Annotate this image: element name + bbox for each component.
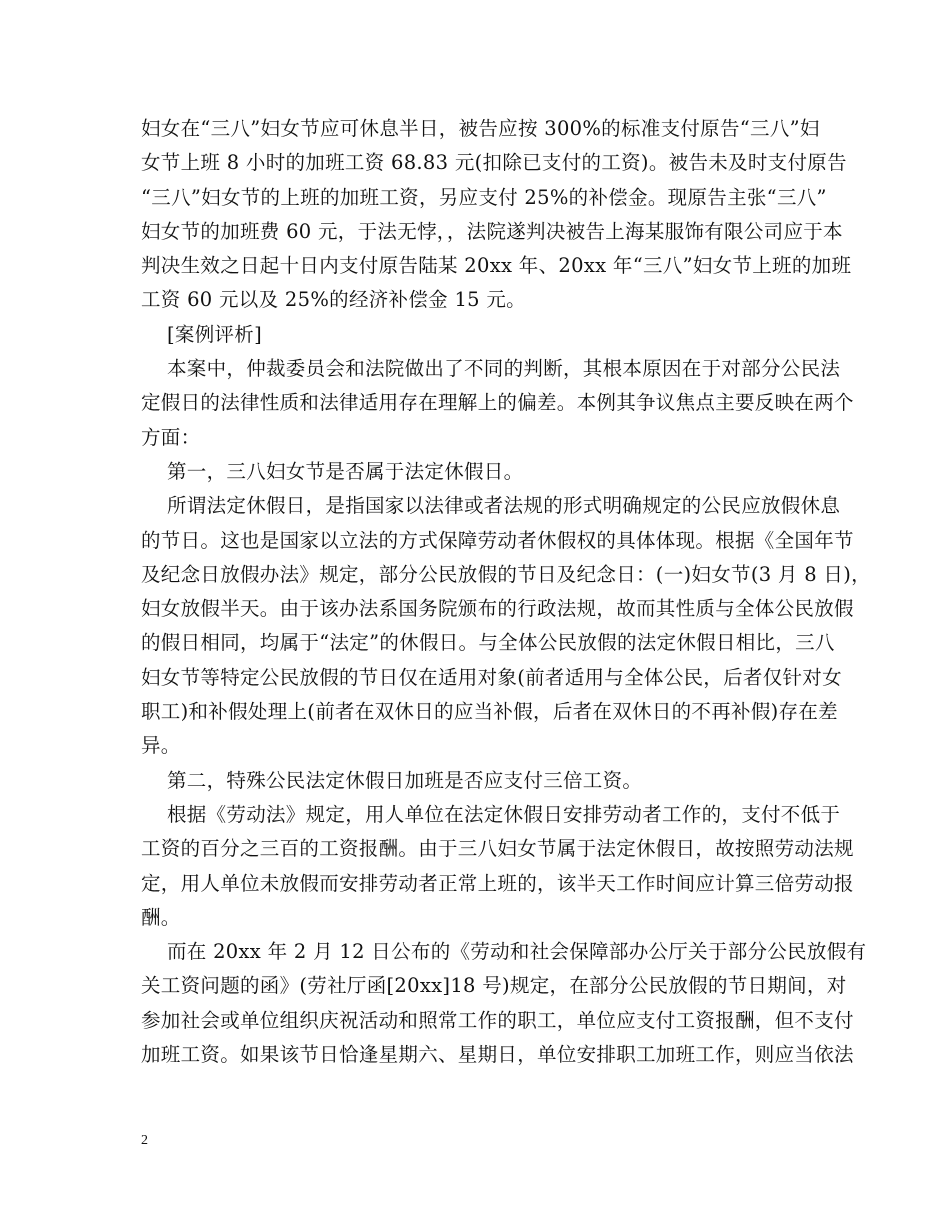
text-line: 加班工资。如果该节日恰逢星期六、星期日，单位安排职工加班工作，则应当依法 [141, 1043, 854, 1067]
text-line: 本案中，仲裁委员会和法院做出了不同的判断，其根本原因在于对部分公民法 [141, 357, 841, 381]
text-line: 方面： [141, 425, 201, 449]
text-line: 根据《劳动法》规定，用人单位在法定休假日安排劳动者工作的，支付不低于 [141, 802, 841, 826]
text-line: 定，用人单位未放假而安排劳动者正常上班的，该半天工作时间应计算三倍劳动报 [141, 871, 854, 895]
text-line: 职工)和补假处理上(前者在双休日的应当补假，后者在双休日的不再补假)存在差 [141, 700, 838, 724]
text-line: 妇女节的加班费 60 元，于法无悖，，法院遂判决被告上海某服饰有限公司应于本 [141, 219, 843, 243]
text-line: 的假日相同，均属于“法定”的休假日。与全体公民放假的法定休假日相比，三八 [141, 631, 835, 655]
text-line: 及纪念日放假办法》规定，部分公民放假的节日及纪念日：(一)妇女节(3 月 8 日)， [141, 562, 871, 586]
text-line: 女节上班 8 小时的加班工资 68.83 元(扣除已支付的工资)。被告未及时支付原告 [141, 151, 847, 175]
text-line: 异。 [141, 734, 181, 758]
text-line: 定假日的法律性质和法律适用存在理解上的偏差。本例其争议焦点主要反映在两个 [141, 391, 854, 415]
text-line: 所谓法定休假日，是指国家以法律或者法规的形式明确规定的公民应放假休息 [141, 494, 841, 518]
text-line: 工资 60 元以及 25%的经济补偿金 15 元。 [141, 288, 526, 312]
text-line: 的节日。这也是国家以立法的方式保障劳动者休假权的具体体现。根据《全国年节 [141, 528, 854, 552]
text-line: 参加社会或单位组织庆祝活动和照常工作的职工，单位应支付工资报酬，但不支付 [141, 1008, 854, 1032]
text-line: 第一，三八妇女节是否属于法定休假日。 [141, 459, 524, 483]
document-body [141, 112, 871, 1072]
section-heading: [案例评析] [141, 322, 263, 346]
text-line: 第二，特殊公民法定休假日加班是否应支付三倍工资。 [141, 768, 643, 792]
text-line: 判决生效之日起十日内支付原告陆某 20xx 年、20xx 年“三八”妇女节上班的加班 [141, 254, 852, 278]
text-line: 而在 20xx 年 2 月 12 日公布的《劳动和社会保障部办公厅关于部分公民放假有 [141, 940, 867, 964]
page-number: 2 [141, 1133, 148, 1148]
text-line: 酬。 [141, 905, 181, 929]
text-line: “三八”妇女节的上班的加班工资，另应支付 25%的补偿金。现原告主张“三八” [141, 185, 827, 209]
text-line: 关工资问题的函》(劳社厅函[20xx]18 号)规定，在部分公民放假的节日期间，对 [141, 974, 847, 998]
text-line: 工资的百分之三百的工资报酬。由于三八妇女节属于法定休假日，故按照劳动法规 [141, 837, 854, 861]
text-line: 妇女放假半天。由于该办法系国务院颁布的行政法规，故而其性质与全体公民放假 [141, 597, 854, 621]
text-line: 妇女节等特定公民放假的节日仅在适用对象(前者适用与全体公民，后者仅针对女 [141, 665, 842, 689]
text-line: 妇女在“三八”妇女节应可休息半日，被告应按 300%的标准支付原告“三八”妇 [141, 117, 820, 140]
